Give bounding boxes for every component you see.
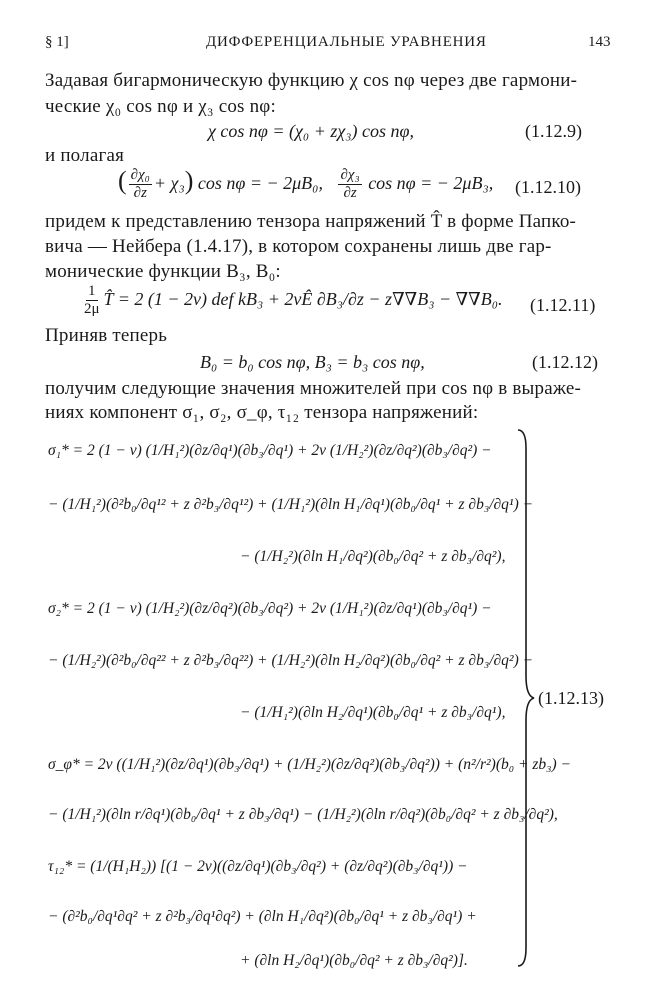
eq-part: T̂ = 2 (1 − 2ν) def kB₃ + 2νÊ ∂B₃/∂z − z∇∇B₃ − ∇∇B₀. (103, 288, 503, 309)
text-line: монические функции B₃, B₀: (45, 261, 281, 282)
equation-number: (1.12.9) (525, 121, 582, 141)
equation-number: (1.12.13) (538, 688, 604, 708)
tau12-line-3: + (∂ln H₂/∂q¹)(∂b₀/∂q² + z ∂b₃/∂q²)]. (240, 952, 468, 969)
running-title: ДИФФЕРЕНЦИАЛЬНЫЕ УРАВНЕНИЯ (206, 34, 487, 50)
sigma-phi-line-2: − (1/H₁²)(∂ln r/∂q¹)(∂b₀/∂q¹ + z ∂b₃/∂q¹) − (1/H₂²)(∂ln r/∂q²)(∂b₀/∂q² + z ∂b₃/∂q²), (48, 806, 558, 823)
equation-number: (1.12.10) (515, 177, 581, 197)
sigma1-line-3: − (1/H₂²)(∂ln H₁/∂q²)(∂b₀/∂q² + z ∂b₃/∂q²), (240, 548, 506, 565)
sigma2-line-3: − (1/H₁²)(∂ln H₂/∂q¹)(∂b₀/∂q¹ + z ∂b₃/∂q¹), (240, 704, 506, 721)
sigma1-line-1: σ₁* = 2 (1 − ν) (1/H₁²)(∂z/∂q¹)(∂b₃/∂q¹) + 2ν (1/H₂²)(∂z/∂q²)(∂b₃/∂q²) − (48, 442, 492, 459)
equation-1-12-10: ( $\frac{\text{∂χ₀}}{\partial z}$ + χ₃) cos nφ = − 2μB₀, $\frac{\text{∂χ₃}}{\partial z}$ cos nφ = − 2μB₃, (118, 166, 494, 201)
sigma2-line-1: σ₂* = 2 (1 − ν) (1/H₂²)(∂z/∂q²)(∂b₃/∂q²) + 2ν (1/H₁²)(∂z/∂q¹)(∂b₃/∂q¹) − (48, 600, 492, 617)
text-line: ческие χ₀ cos nφ и χ₃ cos nφ: (45, 96, 276, 117)
text-line: получим следующие значения множителей при cos nφ в выраже- (45, 378, 582, 399)
page-number: 143 (588, 34, 611, 50)
text-line: Приняв теперь (45, 325, 168, 346)
sigma-phi-line-1: σ_φ* = 2ν ((1/H₁²)(∂z/∂q¹)(∂b₃/∂q¹) + (1/H₂²)(∂z/∂q²)(∂b₃/∂q²)) + (n²/r²)(b₀ + zb₃) − (48, 756, 571, 773)
tau12-line-2: − (∂²b₀/∂q¹∂q² + z ∂²b₃/∂q¹∂q²) + (∂ln H₁/∂q²)(∂b₀/∂q¹ + z ∂b₃/∂q¹) + (48, 908, 477, 925)
equation-1-12-9: χ cos nφ = (χ₀ + zχ₃) cos nφ, (208, 121, 414, 141)
equation-number: (1.12.12) (532, 352, 598, 372)
sigma2-line-2: − (1/H₂²)(∂²b₀/∂q²² + z ∂²b₃/∂q²²) + (1/H₂²)(∂ln H₂/∂q²)(∂b₀/∂q² + z ∂b₃/∂q²) − (48, 652, 534, 669)
section-marker: § 1] (45, 34, 69, 50)
eq-part: cos nφ = − 2μB₃, (368, 173, 494, 193)
text-line: Задавая бигармоническую функцию χ cos nφ через две гармони- (45, 70, 578, 91)
text-line: и полагая (45, 145, 125, 166)
equation-number: (1.12.11) (530, 295, 596, 315)
text-line: ниях компонент σ₁, σ₂, σ_φ, τ₁₂ тензора напряжений: (45, 402, 479, 423)
right-brace (516, 428, 536, 968)
text-line: вича — Нейбера (1.4.17), в котором сохранены лишь две гар- (45, 236, 552, 257)
equation-1-12-12: B₀ = b₀ cos nφ, B₃ = b₃ cos nφ, (200, 352, 425, 372)
tau12-line-1: τ₁₂* = (1/(H₁H₂)) [(1 − 2ν)((∂z/∂q¹)(∂b₃/∂q²) + (∂z/∂q²)(∂b₃/∂q¹)) − (48, 858, 468, 875)
equation-1-12-11: $\frac{1}{2\mu}$ T̂ = 2 (1 − 2ν) def kB₃ + 2νÊ ∂B₃/∂z − z∇∇B₃ − ∇∇B₀. (84, 283, 503, 317)
eq-part: cos nφ = − 2μB₀, (197, 173, 323, 193)
text-line: придем к представлению тензора напряжений T̂ в форме Папко- (45, 211, 577, 232)
sigma1-line-2: − (1/H₁²)(∂²b₀/∂q¹² + z ∂²b₃/∂q¹²) + (1/H₁²)(∂ln H₁/∂q¹)(∂b₀/∂q¹ + z ∂b₃/∂q¹) − (48, 496, 534, 513)
